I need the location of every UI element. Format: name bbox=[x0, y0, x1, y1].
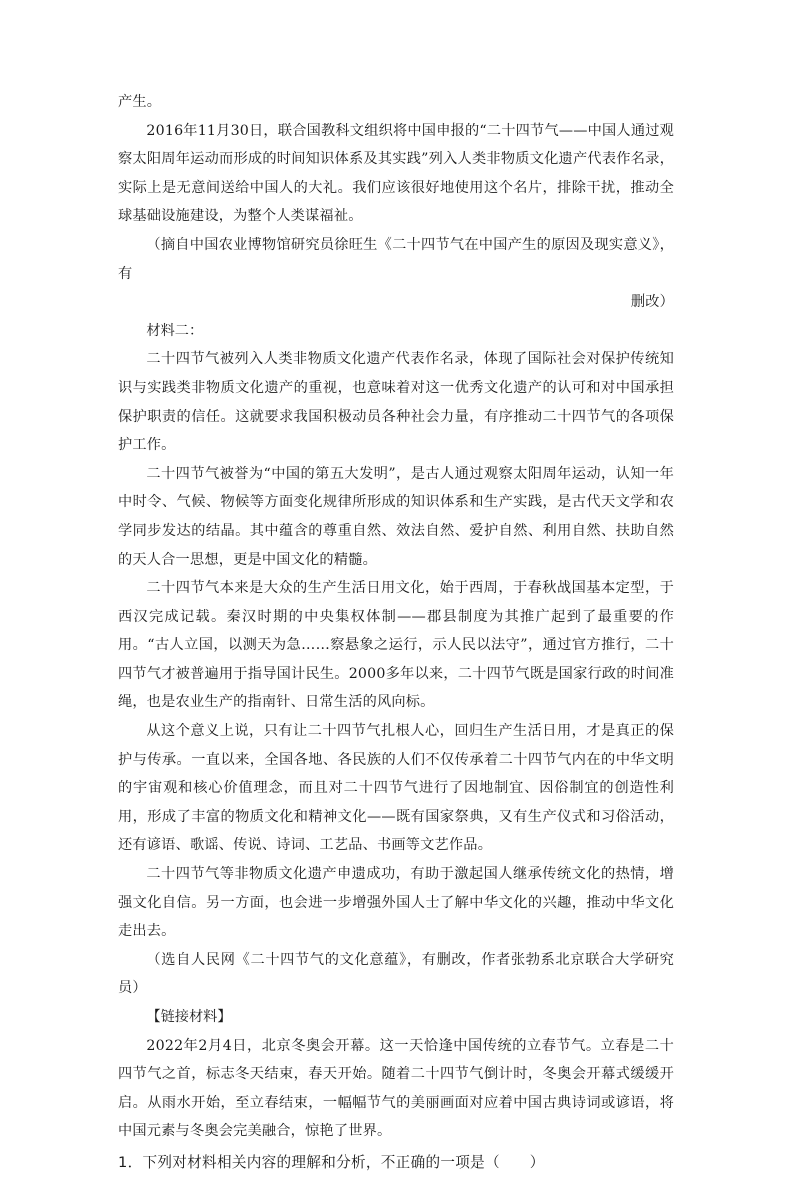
source-citation-2: （选自人民网《二十四节气的文化意蕴》，有删改，作者张勃系北京联合大学研究员） bbox=[118, 951, 674, 997]
paragraph-winter-olympics: 2022年2月4日，北京冬奥会开幕。这一天恰逢中国传统的立春节气。立春是二十四节气之首，标志冬天结束，春天开始。随着二十四节气倒计时，冬奥会开幕式缓缓开启。从雨水开始，至立春结束，一幅幅节气的美丽画面对应着中国古典诗词或谚语，将中国元素与冬奥会完美融合，惊艳了世界。 bbox=[118, 1037, 674, 1140]
paragraph-protection: 从这个意义上说，只有让二十四节气扎根人心，回归生产生活日用，才是真正的保护与传承。一直以来，全国各地、各民族的人们不仅传承着二十四节气内在的中华文明的宇宙观和核心价值理念，而且对二十四节气进行了因地制宜、因俗制宜的创造性利用，形成了丰富的物质文化和精神文化——既有国家祭典，又有生产仪式和习俗活动，还有谚语、歌谣、传说、诗词、工艺品、书画等文艺作品。 bbox=[118, 723, 674, 854]
paragraph-continuation: 产生。 bbox=[118, 94, 162, 110]
source-citation-1-end: 删改） bbox=[630, 294, 674, 311]
paragraph-fifth-invention: 二十四节气被誉为“中国的第五大发明”，是古人通过观察太阳周年运动，认知一年中时令、气候、物候等方面变化规律所形成的知识体系和生产实践，是古代天文学和农学同步发达的结晶。其中蕴含的尊重自然、效法自然、爱护自然、利用自然、扶助自然的天人合一思想，更是中国文化的精髓。 bbox=[118, 465, 674, 568]
link-material-heading: 【链接材料】 bbox=[146, 1009, 232, 1025]
paragraph-recognition: 二十四节气被列入人类非物质文化遗产代表作名录，体现了国际社会对保护传统知识与实践类非物质文化遗产的重视，也意味着对这一优秀文化遗产的认可和对中国承担保护职责的信任。这就要求我国积极动员各种社会力量，有序推动二十四节气的各项保护工作。 bbox=[118, 351, 674, 454]
document-page bbox=[118, 88, 674, 1178]
paragraph-confidence: 二十四节气等非物质文化遗产申遗成功，有助于激起国人继承传统文化的热情，增强文化自信。另一方面，也会进一步增强外国人士了解中华文化的兴趣，推动中华文化走出去。 bbox=[118, 866, 674, 940]
material-two-heading: 材料二： bbox=[146, 322, 204, 339]
paragraph-history: 二十四节气本来是大众的生产生活日用文化，始于西周，于春秋战国基本定型，于西汉完成记载。秦汉时期的中央集权体制——郡县制度为其推广起到了最重要的作用。“古人立国，以测天为急……察悬象之运行，示人民以法守”，通过官方推行，二十四节气才被普遍用于指导国计民生。2000多年以来，二十四节气既是国家行政的时间准绳，也是农业生产的指南针、日常生活的风向标。 bbox=[118, 580, 674, 711]
paragraph-unesco-listing: 2016年11月30日，联合国教科文组织将中国申报的“二十四节气——中国人通过观察太阳周年运动而形成的时间知识体系及其实践”列入人类非物质文化遗产代表作名录，实际上是无意间送给中国人的大礼。我们应该很好地使用这个名片，排除干扰，推动全球基础设施建设，为整个人类谋福祉。 bbox=[118, 122, 674, 225]
question-1: 1．下列对材料相关内容的理解和分析，不正确的一项是（ ） bbox=[118, 1153, 545, 1171]
source-citation-1: （摘自中国农业博物馆研究员徐旺生《二十四节气在中国产生的原因及现实意义》，有 bbox=[118, 236, 674, 282]
